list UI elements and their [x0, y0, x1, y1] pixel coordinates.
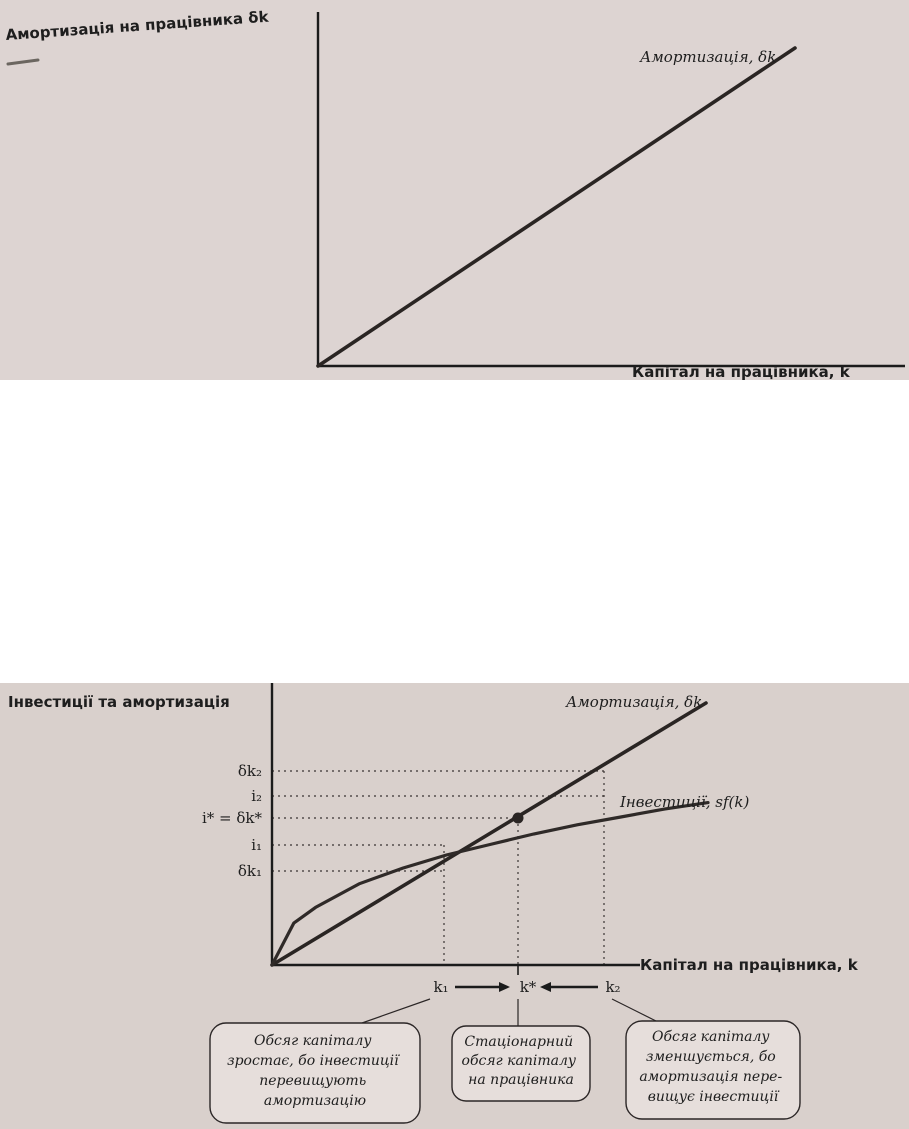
top-chart	[0, 0, 909, 380]
top-line-label: Амортизація, δk	[640, 48, 777, 66]
xtick-kstar: k*	[519, 978, 537, 996]
top-x-axis-label: Капітал на працівника, k	[632, 363, 850, 380]
ytick-istar: i* = δk*	[201, 809, 262, 827]
arrow-left-head	[540, 982, 551, 992]
pen-mark	[8, 60, 38, 64]
bottom-dep-label: Амортизація, δk	[566, 693, 703, 711]
bottom-x-axis-label: Капітал на працівника, k	[640, 956, 858, 974]
ytick-i2: i₂	[251, 787, 262, 805]
bottom-y-axis-label: Інвестиції та амортизація	[8, 693, 230, 711]
box-left-text: Обсяг капіталу зростає, бо інвестиції перевищують амортизацію	[226, 1033, 399, 1109]
top-depreciation-line	[318, 48, 795, 366]
arrow-right-head	[499, 982, 510, 992]
investment-curve	[272, 803, 708, 965]
bottom-chart-panel	[0, 683, 909, 1129]
bottom-inv-label: Інвестиції, sf(k)	[620, 793, 750, 811]
top-chart-panel	[0, 0, 909, 380]
bottom-depreciation-line	[272, 703, 706, 965]
box-right-text: Обсяг капіталу зменшується, бо амортизація пере- вищує інвестиції	[639, 1029, 783, 1105]
steady-state-point	[513, 813, 524, 824]
xtick-k2: k₂	[605, 978, 621, 996]
box-mid-text: Стаціонарний обсяг капіталу на працівника	[461, 1034, 577, 1088]
ytick-dk1: δk₁	[237, 862, 262, 880]
xtick-k1: k₁	[433, 978, 449, 996]
ytick-dk2: δk₂	[237, 762, 262, 780]
bottom-chart	[0, 683, 909, 1129]
leader-right	[612, 999, 656, 1021]
leader-left	[362, 999, 430, 1023]
ytick-i1: i₁	[251, 836, 262, 854]
top-y-axis-label: Амортизація на працівника δk	[5, 7, 270, 44]
